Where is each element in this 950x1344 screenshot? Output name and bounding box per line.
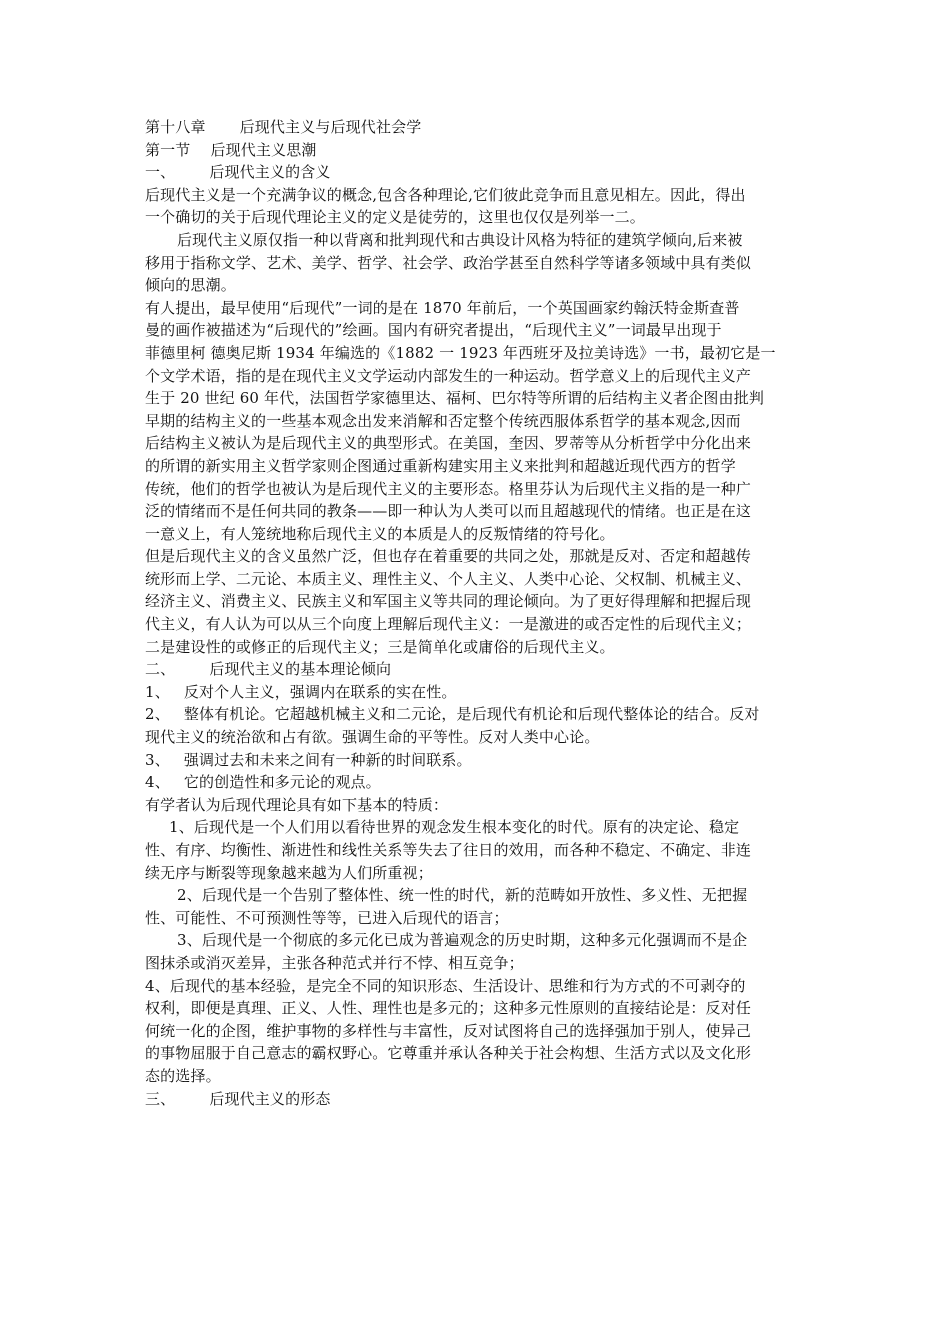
text-line: 的所谓的新实用主义哲学家则企图通过重新构建实用主义来批判和超越近现代西方的哲学 xyxy=(145,456,736,475)
text-line: 后现代主义是一个充满争议的概念,包含各种理论,它们彼此竞争而且意见相左。因此，得出 xyxy=(145,185,746,204)
section-heading xyxy=(145,139,810,162)
traits-intro: 有学者认为后现代理论具有如下基本的特质： xyxy=(145,795,449,814)
text-line: 续无序与断裂等现象越来越为人们所重视； xyxy=(145,863,433,882)
list-number: 2、 xyxy=(145,705,170,724)
subheading-number: 二、 xyxy=(145,660,176,679)
text-line: 移用于指称文学、艺术、美学、哲学、社会学、政治学甚至自然科学等诸多领域中具有类似 xyxy=(145,253,752,272)
list-item xyxy=(145,703,810,726)
text-line: 的事物屈服于自己意志的霸权野心。它尊重并承认各种关于社会构想、生活方式以及文化形 xyxy=(145,1044,752,1063)
list-text: 整体有机论。它超越机械主义和二元论，是后现代有机论和后现代整体论的结合。反对 xyxy=(183,705,760,724)
text-line: 经济主义、消费主义、民族主义和军国主义等共同的理论倾向。为了更好得理解和把握后现 xyxy=(145,592,752,611)
trait-1 xyxy=(145,816,810,884)
text-line: 生于 20 世纪 60 年代，法国哲学家德里达、福柯、巴尔特等所谓的后结构主义者企图由批判 xyxy=(145,389,764,408)
paragraph-common-ground xyxy=(145,545,810,658)
chapter-heading xyxy=(145,116,810,139)
text-line: 3、后现代是一个彻底的多元化已成为普遍观念的历史时期，这种多元化强调而不是企 xyxy=(177,931,748,950)
text-line: 有人提出，最早使用“后现代”一词的是在 1870 年前后，一个英国画家约翰沃特金斯查普 xyxy=(145,298,740,317)
list-text: 强调过去和未来之间有一种新的时间联系。 xyxy=(183,750,472,769)
list-item-continuation: 现代主义的统治欲和占有欲。强调生命的平等性。反对人类中心论。 xyxy=(145,728,600,747)
text-line: 代主义，有人认为可以从三个向度上理解后现代主义：一是激进的或否定性的后现代主义； xyxy=(145,615,752,634)
subheading-1 xyxy=(145,161,810,184)
text-line: 传统，他们的哲学也被认为是后现代主义的主要形态。格里芬认为后现代主义指的是一种广 xyxy=(145,479,752,498)
list-text: 反对个人主义，强调内在联系的实在性。 xyxy=(183,682,457,701)
text-line: 一意义上，有人笼统地称后现代主义的本质是人的反叛情绪的符号化。 xyxy=(145,524,615,543)
text-line: 但是后现代主义的含义虽然广泛，但也存在着重要的共同之处，那就是反对、否定和超越传 xyxy=(145,547,752,566)
text-line: 菲德里柯 德奥尼斯 1934 年编选的《1882 一 1923 年西班牙及拉美诗选》一书，最初它是一 xyxy=(145,343,776,362)
paragraph-definition xyxy=(145,184,810,229)
text-line: 统形而上学、二元论、本质主义、理性主义、个人主义、人类中心论、父权制、机械主义、 xyxy=(145,569,752,588)
subheading-2 xyxy=(145,658,810,681)
subheading-title: 后现代主义的含义 xyxy=(209,163,331,182)
text-line: 早期的结构主义的一些基本观念出发来消解和否定整个传统西服体系哲学的基本观念,因而 xyxy=(145,411,741,430)
text-line: 何统一化的企图，维护事物的多样性与丰富性，反对试图将自己的选择强加于别人，使异己 xyxy=(145,1021,752,1040)
subheading-title: 后现代主义的基本理论倾向 xyxy=(209,660,392,679)
subheading-number: 一、 xyxy=(145,163,176,182)
subheading-3 xyxy=(145,1088,810,1111)
tendency-list xyxy=(145,681,810,794)
text-line: 权利，即便是真理、正义、人性、理性也是多元的；这种多元性原则的直接结论是：反对任 xyxy=(145,999,752,1018)
list-number: 4、 xyxy=(145,773,170,792)
text-line: 后结构主义被认为是后现代主义的典型形式。在美国，奎因、罗蒂等从分析哲学中分化出来 xyxy=(145,434,752,453)
trait-4 xyxy=(145,975,810,1088)
text-line: 倾向的思潮。 xyxy=(145,276,236,295)
paragraph-history xyxy=(145,297,810,546)
subheading-number: 三、 xyxy=(145,1089,176,1108)
text-line: 图抹杀或消灭差异，主张各种范式并行不悖、相互竞争； xyxy=(145,953,524,972)
text-line: 二是建设性的或修正的后现代主义；三是简单化或庸俗的后现代主义。 xyxy=(145,637,615,656)
text-line: 态的选择。 xyxy=(145,1066,221,1085)
list-item xyxy=(145,681,810,704)
text-line: 2、后现代是一个告别了整体性、统一性的时代，新的范畴如开放性、多义性、无把握 xyxy=(177,886,748,905)
section-title: 后现代主义思潮 xyxy=(210,140,317,159)
text-line: 曼的画作被描述为“后现代的”绘画。国内有研究者提出，“后现代主义”一词最早出现于 xyxy=(145,321,722,340)
list-item xyxy=(145,771,810,794)
text-line: 泛的情绪而不是任何共同的教条——即一种认为人类可以而且超越现代的情绪。也正是在这 xyxy=(145,502,752,521)
list-number: 3、 xyxy=(145,750,170,769)
trait-3 xyxy=(145,929,810,974)
list-item xyxy=(145,749,810,772)
subheading-title: 后现代主义的形态 xyxy=(209,1089,331,1108)
document-page xyxy=(145,116,810,1110)
list-number: 1、 xyxy=(145,682,170,701)
text-line: 后现代主义原仅指一种以背离和批判现代和古典设计风格为特征的建筑学倾向,后来被 xyxy=(177,230,743,249)
chapter-number: 第十八章 xyxy=(145,118,206,136)
text-line: 性、有序、均衡性、渐进性和线性关系等失去了往日的效用，而各种不稳定、不确定、非连 xyxy=(145,841,752,859)
trait-2 xyxy=(145,884,810,929)
chapter-title: 后现代主义与后现代社会学 xyxy=(239,118,422,136)
text-line: 4、后现代的基本经验，是完全不同的知识形态、生活设计、思维和行为方式的不可剥夺的 xyxy=(145,976,746,995)
text-line: 一个确切的关于后现代理论主义的定义是徒劳的，这里也仅仅是列举一二。 xyxy=(145,208,645,227)
text-line: 1、后现代是一个人们用以看待世界的观念发生根本变化的时代。原有的决定论、稳定 xyxy=(169,818,740,837)
text-line: 个文学术语，指的是在现代主义文学运动内部发生的一种运动。哲学意义上的后现代主义产 xyxy=(145,366,752,385)
paragraph-origin xyxy=(145,229,810,297)
text-line: 性、可能性、不可预测性等等，已进入后现代的语言； xyxy=(145,908,509,927)
list-text: 它的创造性和多元论的观点。 xyxy=(183,773,381,792)
section-number: 第一节 xyxy=(145,140,191,159)
